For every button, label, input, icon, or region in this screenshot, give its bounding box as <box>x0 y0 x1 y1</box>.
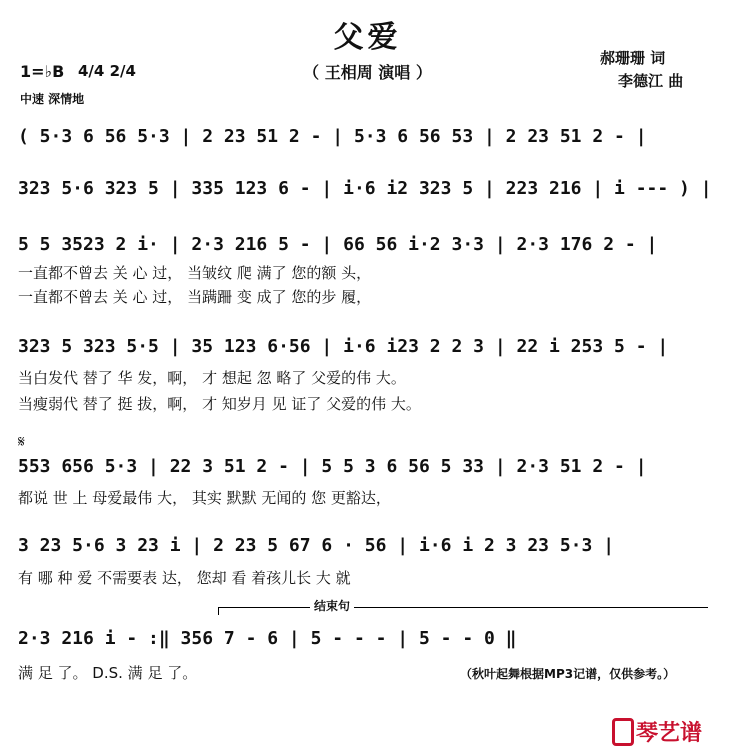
score-row-4: 323 5 323 5·5 | 35 123 6·56 | i·6 i23 2 2 3 | 22 i 253 5 - | <box>18 336 669 357</box>
lyrics-row-4-verse-1: 当白发代 替了 华 发，啊， 才 想起 忽 略了 父爱的伟 大。 <box>18 369 406 387</box>
score-row-3: 5 5 3523 2 i· | 2·3 216 5 - | 66 56 i·2 3·3 | 2·3 176 2 - | <box>18 234 658 255</box>
lyrics-row-3-verse-1: 一直都不曾去 关 心 过， 当皱纹 爬 满了 您的额 头， <box>18 264 372 282</box>
lyrics-row-7: 满 足 了。 D.S. 满 足 了。 <box>18 664 198 682</box>
lyricist-credit: 郝珊珊 词 <box>600 49 666 67</box>
key-signature: 1=♭B <box>20 62 65 81</box>
singer-credit: （ 王相周 演唱 ） <box>303 63 432 82</box>
segno-sign: 𝄋 <box>18 432 25 451</box>
score-row-7: 2·3 216 i - :‖ 356 7 - 6 | 5 - - - | 5 - - 0 ‖ <box>18 628 517 649</box>
ending-label: 结束句 <box>310 597 354 614</box>
time-signature: 4/4 2/4 <box>78 62 136 80</box>
score-row-2: 323 5·6 323 5 | 335 123 6 - | i·6 i2 323 5 | 223 216 | i --- ) | <box>18 178 712 199</box>
lyrics-row-3-verse-2: 一直都不曾去 关 心 过， 当蹒跚 变 成了 您的步 履， <box>18 288 372 306</box>
lyrics-row-6: 有 哪 种 爱 不需要表 达， 您却 看 着孩儿长 大 就 <box>18 569 351 587</box>
lyrics-row-4-verse-2: 当瘦弱代 替了 挺 拔，啊， 才 知岁月 见 证了 父爱的伟 大。 <box>18 395 421 413</box>
score-row-6: 3 23 5·6 3 23 i | 2 23 5 67 6 · 56 | i·6 i 2 3 23 5·3 | <box>18 535 615 556</box>
site-logo-text: 琴艺谱 <box>636 720 703 746</box>
transcription-footnote: （秋叶起舞根据MP3记谱，仅供参考。） <box>460 667 676 681</box>
composer-credit: 李德江 曲 <box>618 72 684 90</box>
score-row-1: ( 5·3 6 56 5·3 | 2 23 51 2 - | 5·3 6 56 53 | 2 23 51 2 - | <box>18 126 647 147</box>
score-row-5: 553 656 5·3 | 22 3 51 2 - | 5 5 3 6 56 5 33 | 2·3 51 2 - | <box>18 456 647 477</box>
ending-bracket-tick <box>218 607 219 615</box>
lyrics-row-5: 都说 世 上 母爱最伟 大， 其实 默默 无闻的 您 更豁达， <box>18 489 391 507</box>
tempo-marking: 中速 深情地 <box>20 92 85 106</box>
logo-icon <box>612 718 634 746</box>
song-title: 父爱 <box>333 20 402 55</box>
ending-bracket-line <box>218 607 708 608</box>
